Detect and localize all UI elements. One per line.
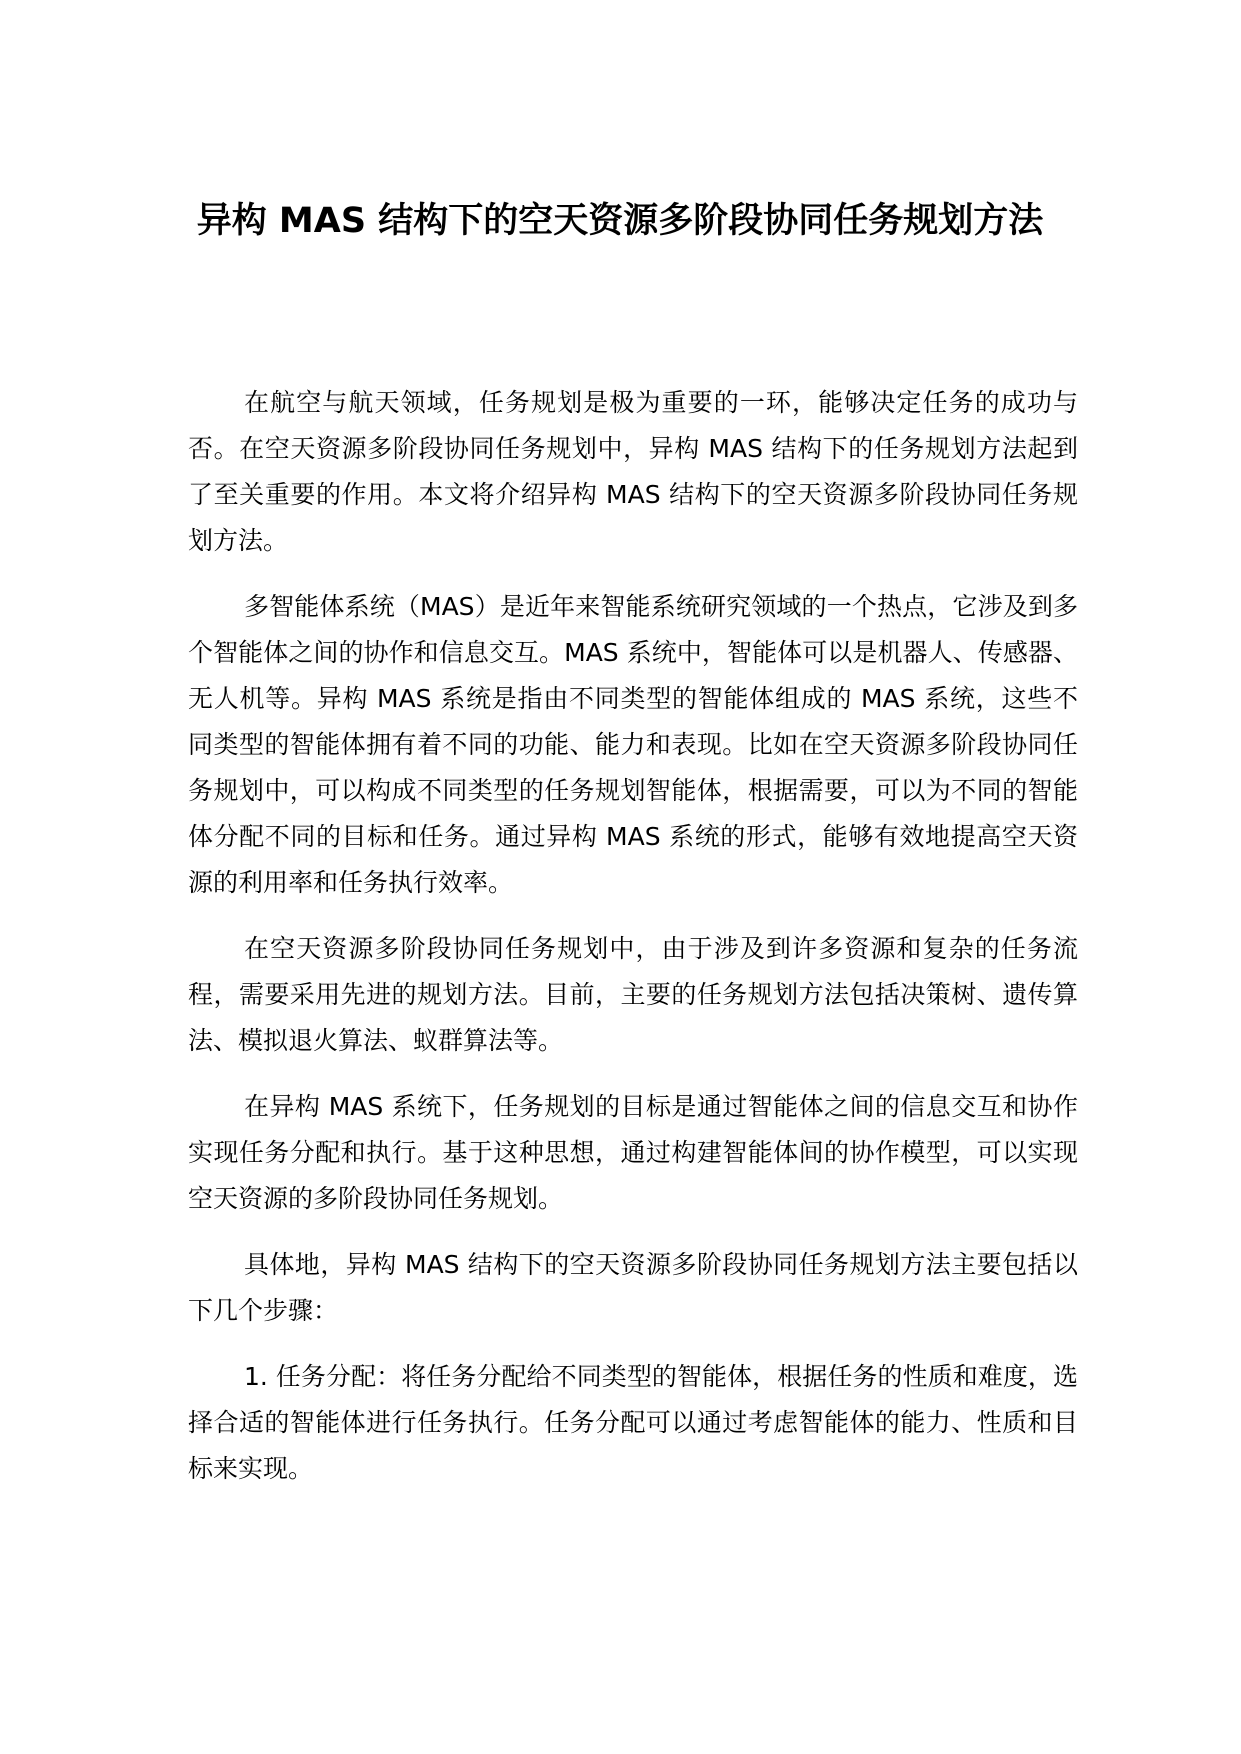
document-title: 异构 MAS 结构下的空天资源多阶段协同任务规划方法 (196, 201, 1044, 241)
paragraph-6-step-1: 1. 任务分配：将任务分配给不同类型的智能体，根据任务的性质和难度，选择合适的智能体进行任务执行。任务分配可以通过考虑智能体的能力、性质和目标来实现。 (188, 1362, 1078, 1483)
paragraph-4: 在异构 MAS 系统下，任务规划的目标是通过智能体之间的信息交互和协作实现任务分配和执行。基于这种思想，通过构建智能体间的协作模型，可以实现空天资源的多阶段协同任务规划。 (188, 1092, 1078, 1213)
paragraph-3: 在空天资源多阶段协同任务规划中，由于涉及到许多资源和复杂的任务流程，需要采用先进的规划方法。目前，主要的任务规划方法包括决策树、遗传算法、模拟退火算法、蚁群算法等。 (188, 934, 1078, 1055)
paragraph-2: 多智能体系统（MAS）是近年来智能系统研究领域的一个热点，它涉及到多个智能体之间的协作和信息交互。MAS 系统中，智能体可以是机器人、传感器、无人机等。异构 MAS 系统是指由不同类型的智能体组成的 MAS 系统，这些不同类型的智能体拥有着不同的功能、能力和表现。比如在空天资源多阶段协同任务规划中，可以构成不同类型的任务规划智能体，根据需要，可以为不同的智能体分配不同的目标和任务。通过异构 MAS 系统的形式，能够有效地提高空天资源的利用率和任务执行效率。 (188, 592, 1078, 897)
document-body (188, 380, 1078, 1512)
paragraph-5: 具体地，异构 MAS 结构下的空天资源多阶段协同任务规划方法主要包括以下几个步骤： (188, 1250, 1078, 1325)
paragraph-1: 在航空与航天领域，任务规划是极为重要的一环，能够决定任务的成功与否。在空天资源多阶段协同任务规划中，异构 MAS 结构下的任务规划方法起到了至关重要的作用。本文将介绍异构 MAS 结构下的空天资源多阶段协同任务规划方法。 (188, 388, 1078, 555)
